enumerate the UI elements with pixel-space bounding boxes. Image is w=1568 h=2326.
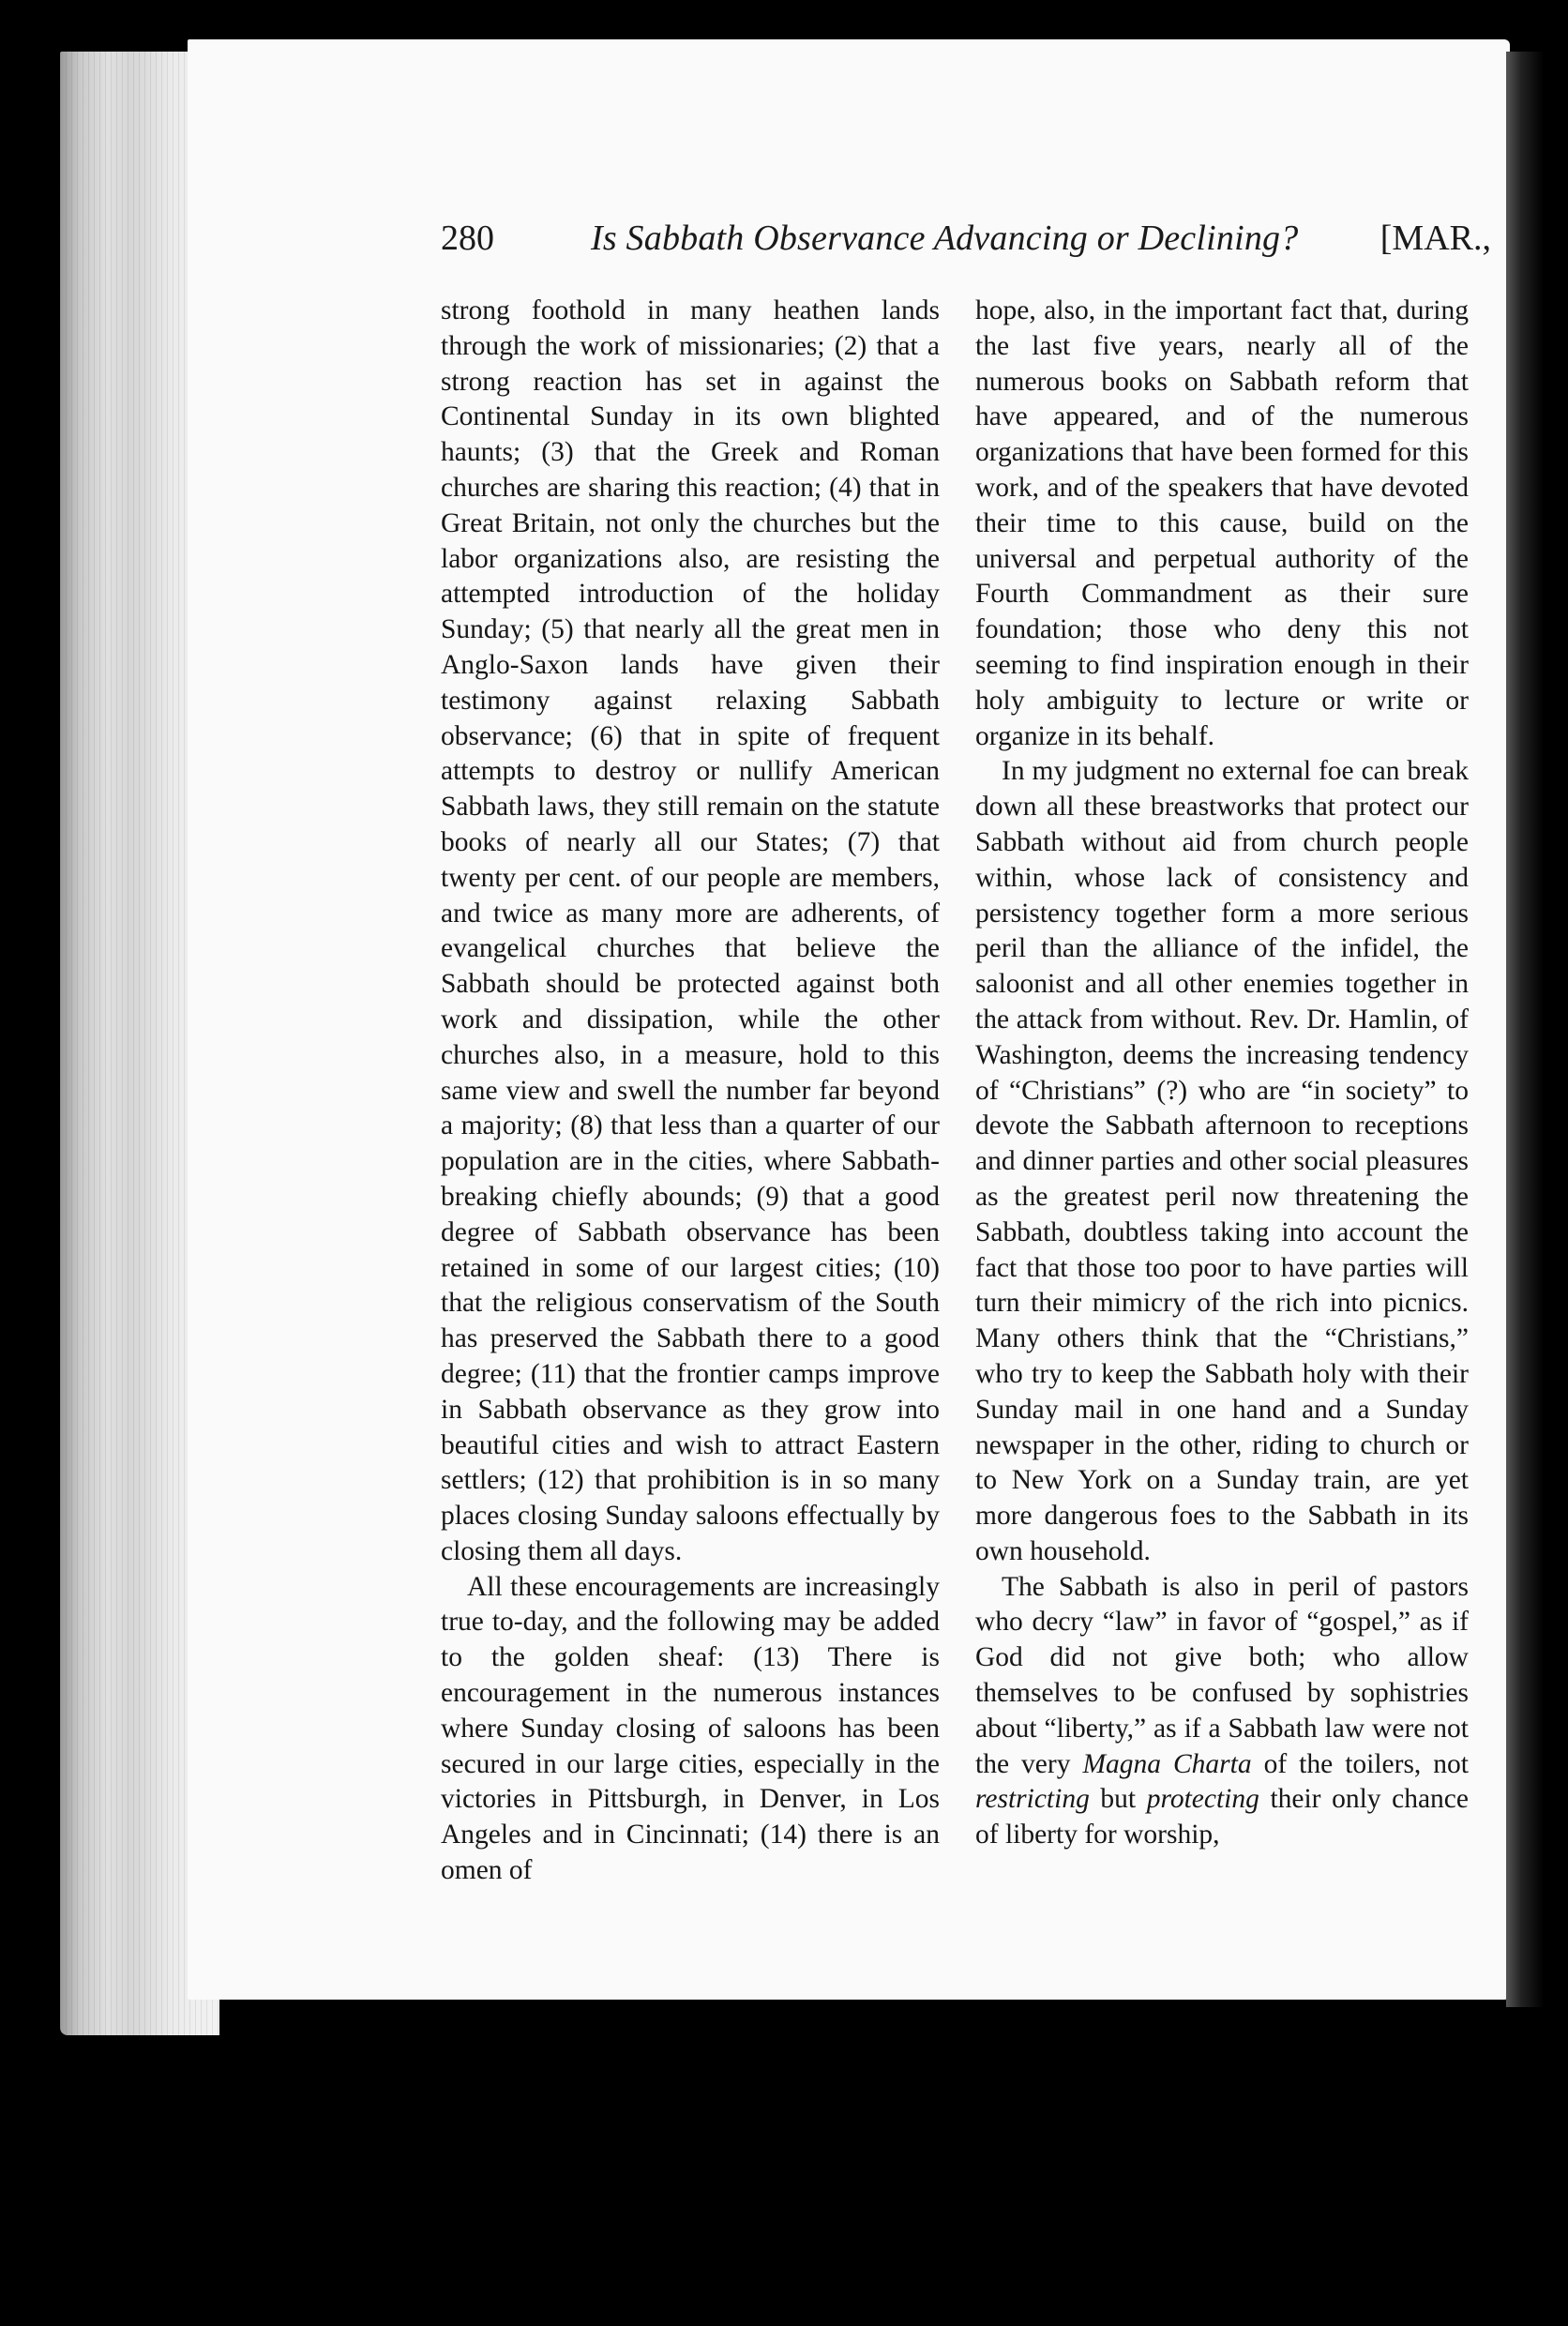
right-paragraph-3-text: but [1089, 1784, 1147, 1815]
right-paragraph-2: In my judgment no external foe can break down all these breastworks that protect our Sabbath without aid from church people within, whose lack of consistency and persistency together form a more serious peril than the alliance of the infidel, the saloonist and all other enemies together in the attack from without. Rev. Dr. Hamlin, of Washington, deems the increasing tendency of “Christians” (?) who are “in society” to devote the Sabbath afternoon to receptions and dinner parties and other social pleasures as the greatest peril now threatening the Sabbath, doubtless taking into account the fact that those too poor to have parties will turn their mimicry of the rich into picnics. Many others think that the “Christians,” who try to keep the Sabbath holy with their Sunday mail in one hand and a Sunday newspaper in the other, riding to church or to New York on a Sunday train, are yet more dangerous foes to the Sabbath in its own household. [975, 756, 1469, 1566]
left-paragraph-1: strong foothold in many heathen lands through the work of missionaries; (2) that a strong reaction has set in against the Continental Sunday in its own blighted haunts; (3) that the Greek and Roman churches are sharing this reaction; (4) that in Great Britain, not only the churches but the labor organizations also, are resisting the attempted introduction of the holiday Sunday; (5) that nearly all the great men in Anglo-Saxon lands have given their testimony against relaxing Sabbath observance; (6) that in spite of frequent attempts to destroy or nullify American Sabbath laws, they still remain on the statute books of nearly all our States; (7) that twenty per cent. of our people are members, and twice as many more are adherents, of evangelical churches that believe the Sabbath should be protected against both work and dissipation, while the other churches also, in a measure, hold to this same view and swell the number far beyond a majority; (8) that less than a quarter of our population are in the cities, where Sabbath-breaking chiefly abounds; (9) that a good degree of Sabbath observance has been retained in some of our largest cities; (10) that the religious conservatism of the South has preserved the Sabbath there to a good degree; (11) that the frontier camps improve in Sabbath observance as they grow into beautiful cities and wish to attract Eastern settlers; (12) that prohibition is in so many places closing Sunday saloons effectually by closing them all days. [441, 295, 940, 1566]
right-paragraph-3 [975, 1570, 1469, 1853]
right-column [975, 294, 1469, 1853]
left-paragraph-2: All these encouragements are increasingly true to-day, and the following may be added to the golden sheaf: (13) There is encouragement in the numerous instances where Sunday closing of saloons has been secured in our large cities, especially in the victories in Pittsburgh, in Denver, in Los Angeles and in Cincinnati; (14) there is an omen of [441, 1571, 940, 1886]
issue-mark: [MAR., [1380, 219, 1491, 258]
right-paragraph-3-text: of the toilers, not [1251, 1748, 1469, 1779]
restricting-italic: restricting [975, 1784, 1090, 1815]
running-title: Is Sabbath Observance Advancing or Declining? [591, 219, 1299, 258]
protecting-italic: protecting [1146, 1784, 1259, 1815]
binding-shadow [1506, 52, 1544, 2007]
left-column [441, 294, 940, 1889]
page-number: 280 [441, 219, 494, 258]
right-paragraph-3-text: their only chance of liberty for worship, [975, 1784, 1469, 1850]
right-paragraph-1: hope, also, in the important fact that, during the last five years, nearly all of the numerous books on Sabbath reform that have appeared, and of the numerous organizations that have been formed for this work, and of the speakers that have devoted their time to this cause, build on the universal and perpetual authority of the Fourth Commandment as their sure foundation; those who deny this not seeming to find inspiration enough in their holy ambiguity to lecture or write or organize in its behalf. [975, 295, 1469, 751]
right-paragraph-3-text: The Sabbath is also in peril of pastors who decry “law” in favor of “gospel,” as if God did not give both; who allow themselves to be confused by sophistries about “liberty,” as if a Sabbath law were not the very [975, 1571, 1469, 1779]
magna-charta-italic: Magna Charta [1082, 1748, 1252, 1779]
running-header [441, 218, 1491, 274]
